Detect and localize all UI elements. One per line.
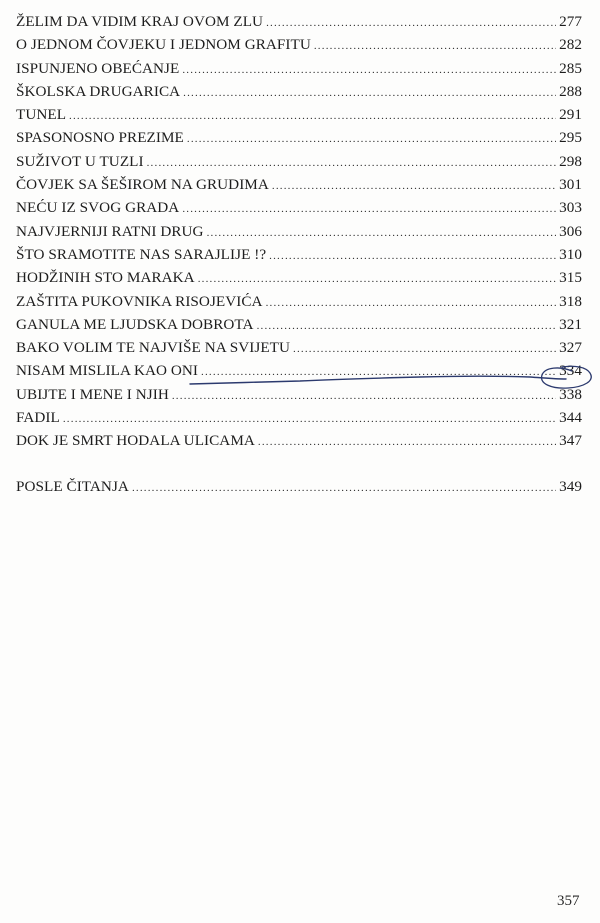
toc-entry-title: ČOVJEK SA ŠEŠIROM NA GRUDIMA (16, 176, 269, 194)
toc-entry-title: ZAŠTITA PUKOVNIKA RISOJEVIĆA (16, 292, 263, 310)
table-of-contents (16, 10, 582, 498)
toc-entry-page: 315 (559, 269, 582, 287)
toc-entry (16, 266, 582, 289)
toc-leader-dots (207, 222, 556, 245)
toc-spacer (16, 453, 582, 475)
toc-entry-title: GANULA ME LJUDSKA DOBROTA (16, 315, 254, 333)
toc-entry (16, 10, 582, 33)
toc-leader-dots (182, 198, 556, 221)
toc-entry (16, 243, 582, 266)
toc-leader-dots (258, 431, 556, 454)
toc-entry-title: BAKO VOLIM TE NAJVIŠE NA SVIJETU (16, 339, 290, 357)
toc-leader-dots (266, 292, 556, 315)
toc-entry-title: DOK JE SMRT HODALA ULICAMA (16, 432, 255, 450)
toc-entry (16, 33, 582, 56)
toc-leader-dots (257, 315, 557, 338)
toc-leader-dots (63, 408, 556, 431)
toc-entry-page: 321 (559, 315, 582, 333)
toc-entry (16, 80, 582, 103)
toc-entry (16, 220, 582, 243)
toc-entry-title: HODŽINIH STO MARAKA (16, 269, 195, 287)
toc-entry-page: 277 (559, 13, 582, 30)
toc-entry-page: 347 (559, 432, 582, 450)
toc-entry-page: 306 (559, 222, 582, 240)
toc-leader-dots (201, 361, 556, 384)
toc-leader-dots (198, 268, 556, 291)
toc-leader-dots (69, 105, 556, 128)
toc-entry-title: NAJVJERNIJI RATNI DRUG (16, 222, 204, 240)
toc-entry-title: NEĆU IZ SVOG GRADA (16, 199, 180, 217)
page-number: 357 (557, 893, 580, 909)
toc-entry-highlighted (16, 383, 582, 406)
toc-entry (16, 57, 582, 80)
toc-entry-page: 301 (559, 176, 582, 194)
toc-entry (16, 103, 582, 126)
toc-entry-page: 344 (559, 409, 582, 427)
toc-leader-dots (147, 152, 556, 175)
toc-entry-page: 310 (559, 245, 582, 263)
toc-leader-dots (272, 175, 556, 198)
toc-entry-title: ŠKOLSKA DRUGARICA (16, 82, 181, 100)
toc-entry (16, 196, 582, 219)
toc-leader-dots (293, 338, 556, 361)
toc-entry-title: ISPUNJENO OBEĆANJE (16, 59, 180, 77)
toc-entry-page: 349 (559, 477, 582, 495)
toc-entry-title: ŽELIM DA VIDIM KRAJ OVOM ZLU (16, 13, 264, 30)
toc-entry-title: FADIL (16, 409, 60, 427)
toc-entry-page: 282 (559, 36, 582, 54)
toc-entry (16, 336, 582, 359)
toc-entry-title: UBIJTE I MENE I NJIH (16, 385, 169, 403)
toc-entry-page: 318 (559, 292, 582, 310)
toc-entry-page: 285 (559, 59, 582, 77)
toc-leader-dots (132, 477, 556, 500)
toc-entry-afterword (16, 475, 582, 498)
toc-entry-page: 327 (559, 339, 582, 357)
toc-entry (16, 173, 582, 196)
toc-entry-title: ŠTO SRAMOTITE NAS SARAJLIJE !? (16, 245, 267, 263)
toc-entry-title: O JEDNOM ČOVJEKU I JEDNOM GRAFITU (16, 36, 311, 54)
toc-leader-dots (266, 12, 556, 35)
toc-entry-title: POSLE ČITANJA (16, 477, 129, 495)
toc-leader-dots (269, 245, 556, 268)
toc-entry (16, 150, 582, 173)
toc-leader-dots (183, 82, 556, 105)
toc-entry-title: NISAM MISLILA KAO ONI (16, 362, 199, 380)
toc-entry (16, 290, 582, 313)
toc-entry-title: TUNEL (16, 106, 67, 124)
toc-entry-page: 288 (559, 82, 582, 100)
toc-entry-page: 298 (559, 152, 582, 170)
toc-leader-dots (182, 59, 556, 82)
toc-leader-dots (172, 385, 556, 408)
toc-leader-dots (187, 128, 556, 151)
toc-entry (16, 126, 582, 149)
toc-entry-title: SPASONOSNO PREZIME (16, 129, 184, 147)
toc-entry (16, 359, 582, 382)
toc-entry-page: 338 (559, 385, 582, 403)
toc-entry (16, 429, 582, 452)
toc-entry-page: 303 (559, 199, 582, 217)
toc-entry (16, 313, 582, 336)
toc-entry-title: SUŽIVOT U TUZLI (16, 152, 144, 170)
toc-entry-page: 334 (559, 362, 582, 380)
toc-leader-dots (314, 35, 556, 58)
toc-entry-page: 291 (559, 106, 582, 124)
toc-entry (16, 406, 582, 429)
toc-entry-page: 295 (559, 129, 582, 147)
